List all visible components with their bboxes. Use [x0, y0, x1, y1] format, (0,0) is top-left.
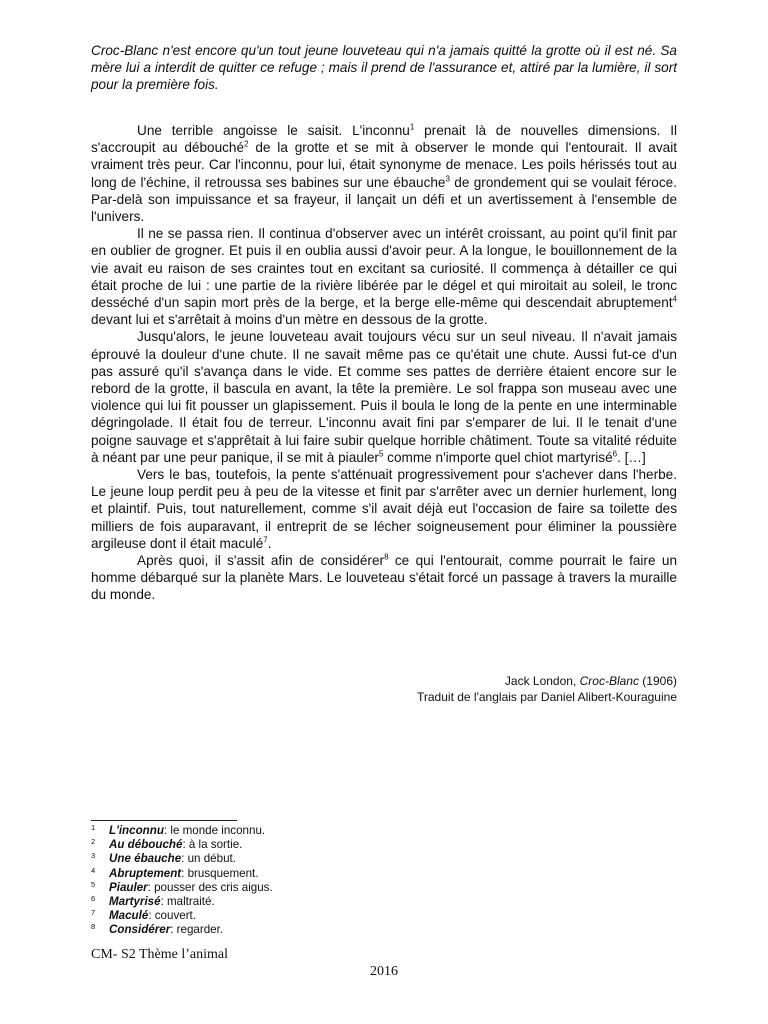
footnote-item [91, 867, 273, 881]
footnote-number: 4 [91, 865, 96, 875]
paragraph-text: . [267, 535, 272, 551]
footnote-ref: 7 [263, 535, 268, 545]
paragraph-text: Une terrible angoisse le saisit. L'inconnu [137, 123, 410, 138]
footnote-term: Considérer [109, 923, 171, 937]
footnote-item [91, 923, 273, 937]
attribution-translator: Traduit de l'anglais par Daniel Alibert-Kouraguine [417, 690, 677, 704]
attribution-work: Croc-Blanc [579, 674, 639, 688]
footnote-list [91, 824, 273, 938]
paragraph-text: Il ne se passa rien. Il continua d'observer avec un intérêt croissant, au point qu'il finit par en oublier de grogner. Et puis il en oublia aussi d'avoir peur. A la longue, le bouillonnement de la vie avait eu raison de ses craintes tout en excitant sa curiosité. Il commença à détailler ce qui était proche de lui : une partie de la rivière libérée par le dégel et qui miroitait au soleil, le tronc desséché d'un sapin mort près de la berge, et la berge elle-même qui descendait abruptement [91, 226, 677, 311]
footnote-item [91, 824, 273, 838]
footnote-term: L'inconnu [109, 824, 164, 837]
footnote-term: Une ébauche [109, 852, 182, 866]
footnote-number: 5 [91, 879, 96, 889]
paragraph-text: ce qui l'entourait, comme pourrait le faire un homme débarqué sur la planète Mars. Le louveteau s'était forcé un passage à travers la muraille du monde. [91, 553, 678, 603]
footer-course-label: CM- S2 Thème l’animal [91, 947, 228, 962]
footer-year: 2016 [370, 964, 398, 979]
footnote-term: Martyrisé [109, 895, 161, 909]
footnote-definition: : un début. [181, 852, 236, 866]
paragraph-text: devant lui et s'arrêtait à moins d'un mètre en dessous de la grotte. [91, 312, 488, 328]
footnote-term: Piauler [109, 880, 148, 894]
story-paragraph [91, 122, 677, 225]
footnote-ref: 1 [409, 122, 415, 132]
paragraph-text: Jusqu'alors, le jeune louveteau avait toujours vécu sur un seul niveau. Il n'avait jamais éprouvé la douleur d'une chute. Il ne savait même pas ce qu'était une chute. Aussi fut-ce d'un pas assuré qu'il s'avança dans le vide. Et comme ses pattes de derrière étaient encore sur le rebord de la grotte, il bascula en avant, la tête la première. Le sol frappa son museau avec une violence qui lui fit pousser un glapissement. Puis il boula le long de la pente en une interminable dégringolade. Il était fou de terreur. L'inconnu avait fini par s'emparer de lui. Il le tenait d'une poigne sauvage et s'apprêtait à lui faire subir quelque horrible châtiment. Toute sa vitalité réduite à néant par une peur panique, il se mit à piauler [91, 329, 677, 465]
footnote-number: 2 [91, 837, 96, 847]
footnote-term: Au débouché [109, 838, 183, 852]
footnote-separator [91, 820, 237, 821]
story-paragraph [91, 225, 677, 328]
footnote-item [91, 838, 273, 852]
footnote-definition: : à la sortie. [182, 838, 243, 852]
footnote-ref: 6 [612, 449, 618, 459]
footnote-number: 6 [91, 894, 96, 904]
footnote-definition: : couvert. [148, 909, 196, 923]
footnote-item [91, 852, 273, 866]
footnote-ref: 5 [378, 449, 384, 459]
paragraph-text: comme n'importe quel chiot martyrisé [383, 449, 613, 465]
story-paragraph [91, 328, 677, 466]
attribution-author: Jack London, [504, 674, 580, 688]
attribution [417, 673, 677, 705]
footnote-definition: : regarder. [170, 923, 224, 937]
footnote-item [91, 895, 273, 909]
footnote-number: 7 [91, 908, 96, 918]
footnote-definition: : brusquement. [181, 866, 259, 880]
footnote-term: Abruptement [109, 866, 182, 880]
paragraph-text: de la grotte et se mit à observer le monde qui l'entourait. Il avait vraiment très peur. Car l'inconnu, pour lui, était synonyme de menace. Les poils hérissés tout au long de l'échine, il retroussa ses babines sur une ébauche [91, 140, 677, 190]
footnote-number: 3 [91, 851, 96, 861]
attribution-author-line [417, 673, 677, 689]
paragraph-text: prenait là de nouvelles dimensions. Il s'accroupit au débouché [91, 123, 677, 156]
footnote-ref: 8 [384, 552, 389, 562]
footnote-number: 8 [91, 922, 96, 932]
footnote-ref: 4 [672, 294, 677, 304]
paragraph-text: Après quoi, il s'assit afin de considérer [137, 553, 385, 569]
intro-text: Croc-Blanc n'est encore qu'un tout jeune louveteau qui n'a jamais quitté la grotte où il est né. Sa mère lui a interdit de quitter ce refuge ; mais il prend de l'assurance et, attiré par la lumière, il sort pour la première fois. [91, 43, 677, 92]
footnote-item [91, 881, 273, 895]
footnote-ref: 2 [244, 139, 249, 149]
paragraph-text: . […] [617, 449, 646, 465]
attribution-year: (1906) [638, 674, 677, 688]
story-body [91, 122, 677, 604]
paragraph-text: de grondement qui se voulait féroce. Par-delà son impuissance et sa frayeur, il lançait un défi et un avertissement à l'ensemble de l'univers. [91, 174, 677, 225]
footnote-number: 1 [91, 823, 96, 832]
footnote-definition: : pousser des cris aigus. [147, 880, 273, 894]
footnote-term: Maculé [109, 909, 149, 923]
footnote-ref: 3 [445, 174, 450, 184]
footnote-item [91, 909, 273, 923]
footnote-definition: : le monde inconnu. [163, 824, 266, 837]
footnote-definition: : maltraité. [160, 895, 215, 909]
paragraph-text: Vers le bas, toutefois, la pente s'atténuait progressivement pour s'achever dans l'herbe. Le jeune loup perdit peu à peu de la vitesse et finit par s'arrêter avec un dernier hurlement, long et plaintif. Puis, tout naturellement, comme s'il avait déjà eut l'occasion de faire sa toilette des milliers de fois auparavant, il entreprit de se lécher soigneusement pour éliminer la poussière argileuse dont il était maculé [91, 467, 677, 551]
story-paragraph [91, 466, 677, 552]
story-paragraph [91, 552, 677, 604]
